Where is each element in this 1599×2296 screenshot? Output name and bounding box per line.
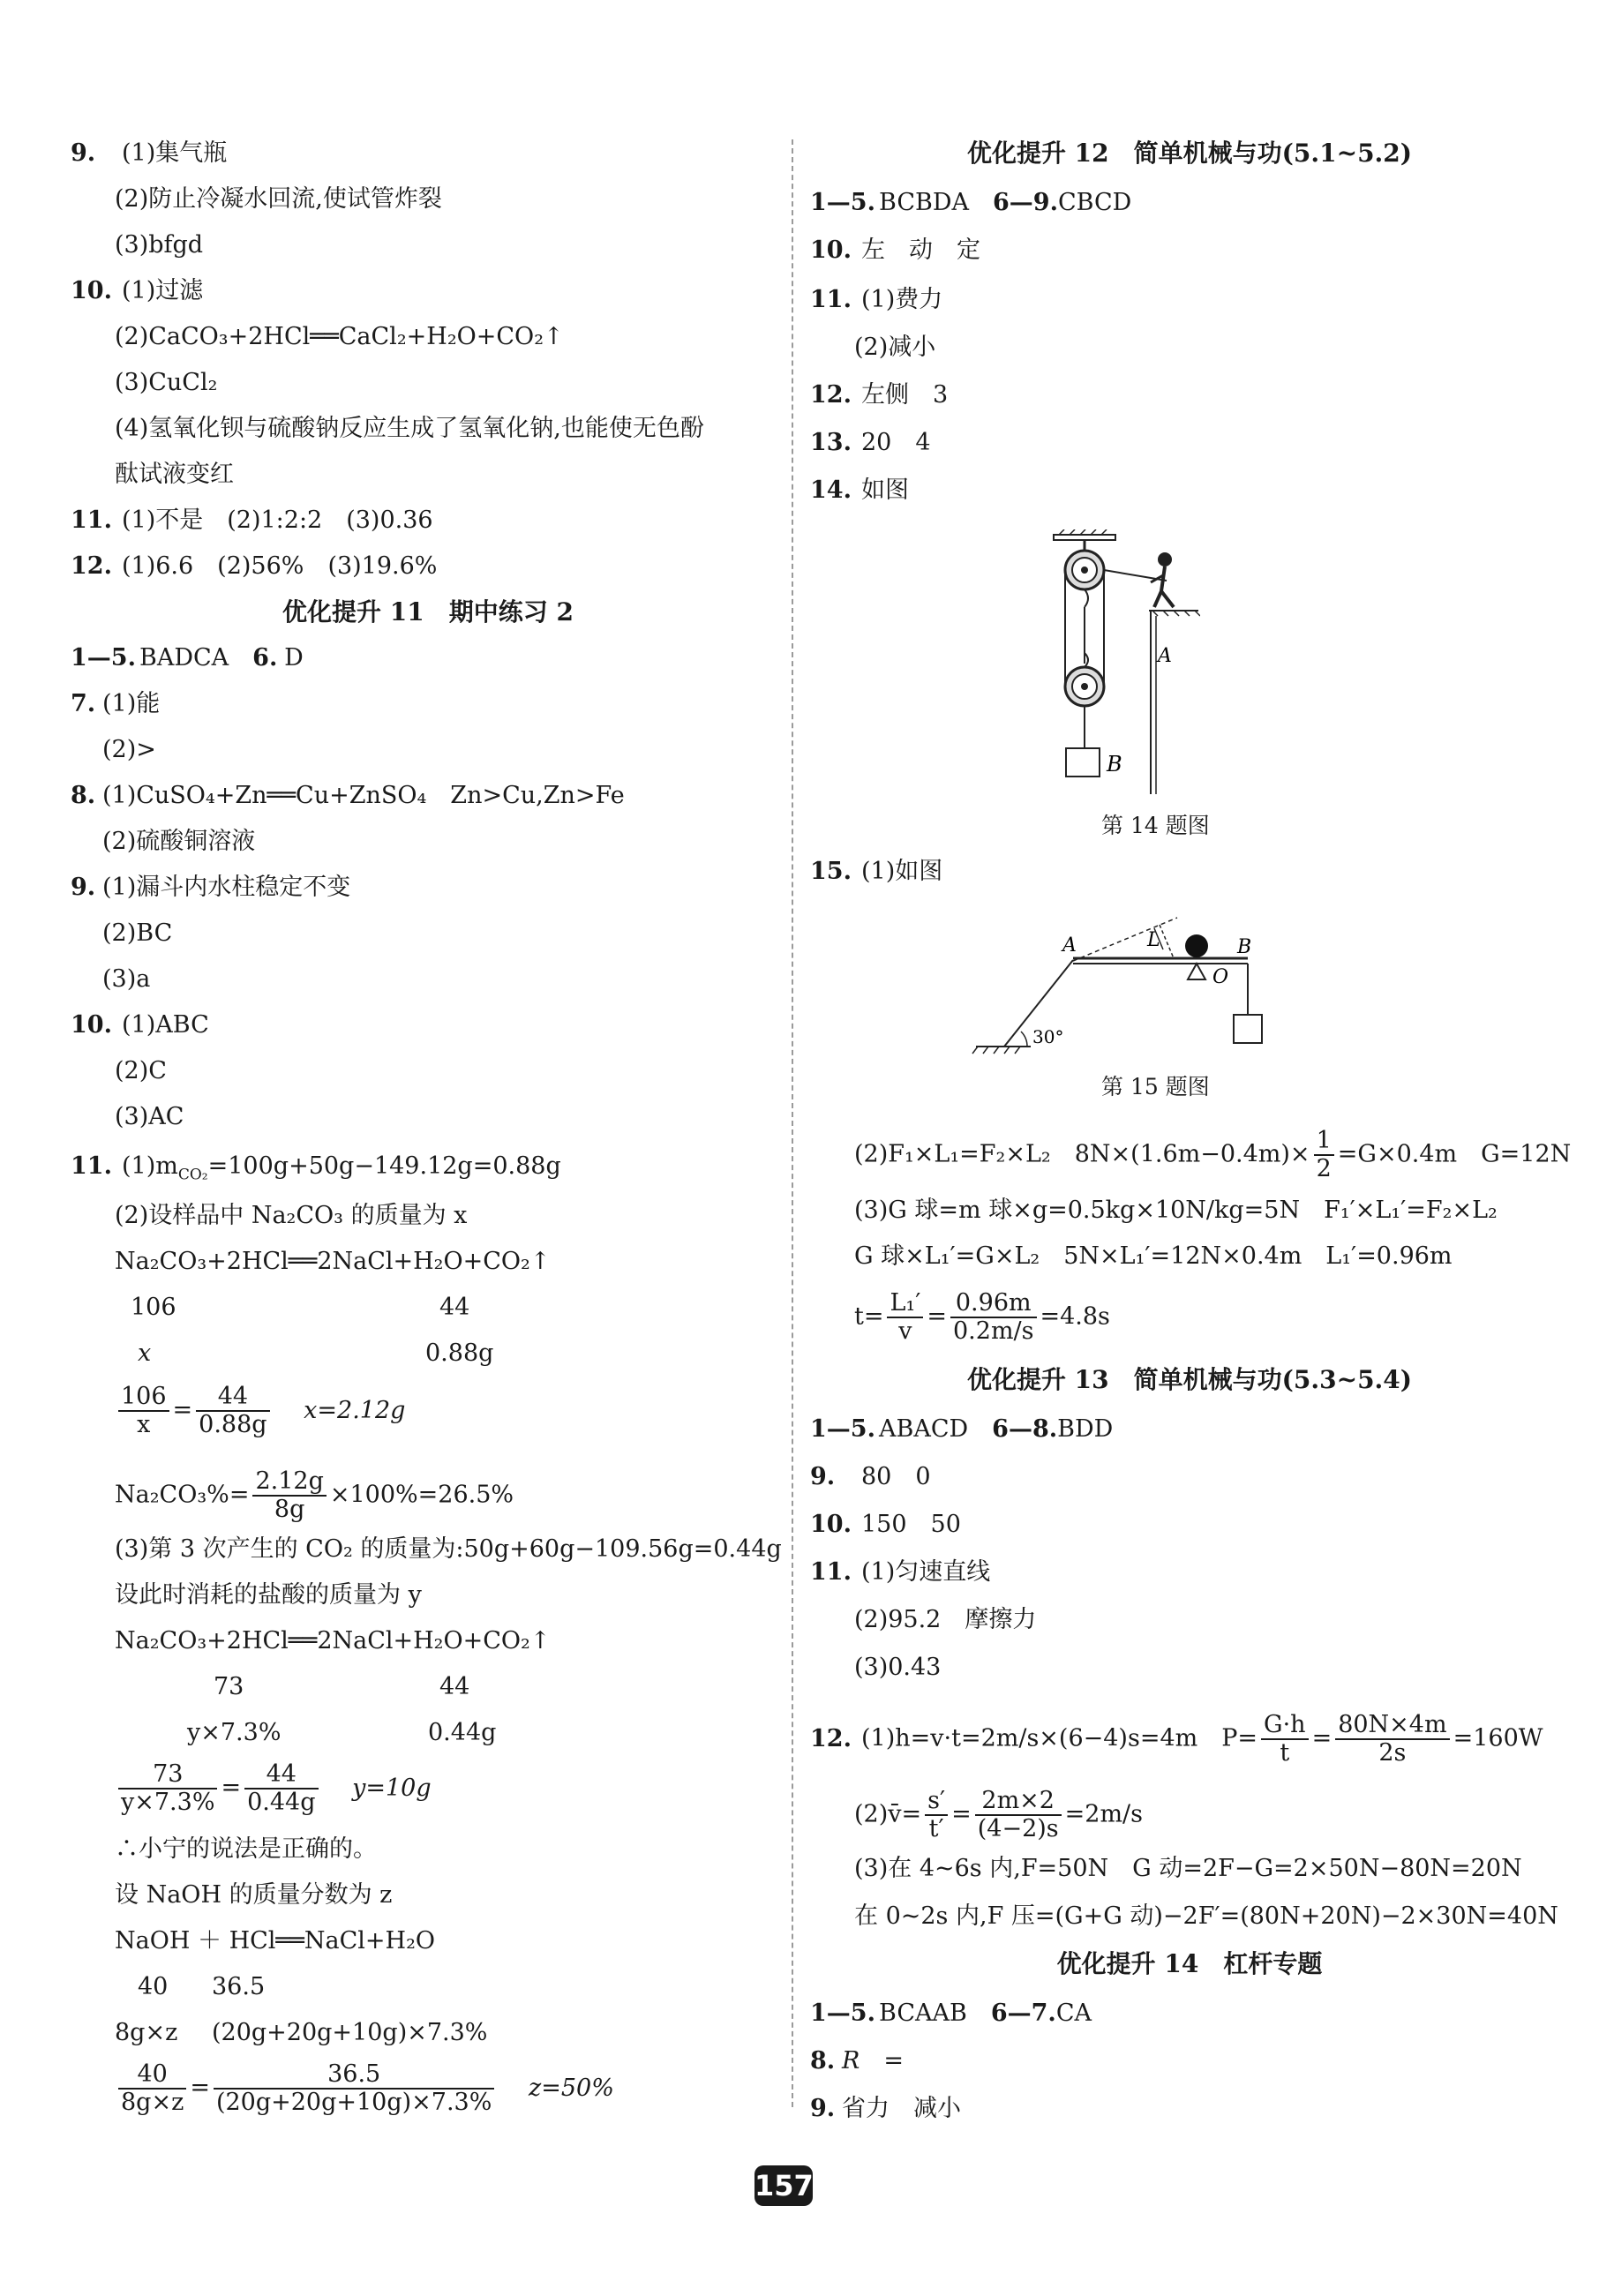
figure-15-caption: 第 15 题图 xyxy=(1101,1074,1210,1099)
answer-line: ∴小宁的说法是正确的。 xyxy=(115,1835,377,1863)
stoich-value: 73 xyxy=(214,1673,244,1700)
answer-line: (3)第 3 次产生的 CO₂ 的质量为:50g+60g−109.56g=0.44g xyxy=(115,1535,782,1563)
answer-7: 7. (1)能 xyxy=(71,690,161,717)
answer-11: 11. (1)不是 (2)1:2:2 (3)0.36 xyxy=(71,506,433,534)
answer-9: 9. (1)集气瓶 xyxy=(71,139,228,167)
answer-14: 14. 如图 xyxy=(810,476,909,504)
stoich-value: 106 xyxy=(131,1294,176,1321)
label-l: L xyxy=(1147,929,1160,951)
answer-8: 8. R = xyxy=(810,2047,904,2075)
answer-line: (2)> xyxy=(102,736,156,763)
answer-line: (3)0.43 xyxy=(854,1654,942,1681)
answer-line: (2)C xyxy=(115,1057,167,1084)
page-number: 157 xyxy=(754,2165,813,2206)
answer-9c: 9. 省力 减小 xyxy=(810,2095,961,2122)
answer-12: 12. (1)6.6 (2)56% (3)19.6% xyxy=(71,552,438,580)
label-b: B xyxy=(1237,936,1252,958)
answer-10: 10. 左 动 定 xyxy=(810,236,980,264)
stoich-value: (20g+20g+10g)×7.3% xyxy=(212,2019,488,2046)
answer-line: (3)CuCl₂ xyxy=(115,369,218,396)
column-divider xyxy=(792,139,793,2107)
formula-line: G 球×L₁′=G×L₂ 5N×L₁′=12N×0.4m L₁′=0.96m xyxy=(854,1242,1453,1270)
label-o: O xyxy=(1212,966,1229,988)
stoich-value: 44 xyxy=(439,1294,470,1321)
answer-15: 15. (1)如图 xyxy=(810,858,943,885)
answer-8: 8. (1)CuSO₄+Zn══Cu+ZnSO₄ Zn>Cu,Zn>Fe xyxy=(71,782,625,809)
section-heading-14: 优化提升 14 杠杆专题 xyxy=(1056,1949,1323,1978)
answer-line: (2)95.2 摩擦力 xyxy=(854,1606,1037,1633)
label-a: A xyxy=(1062,934,1077,957)
percentage: Na₂CO₃%= $\frac{2.12g}{8g}$ ×100%=26.5% xyxy=(115,1467,514,1523)
answer-line: (4)氢氧化钡与硫酸钠反应生成了氢氧化钠,也能使无色酚 xyxy=(115,415,704,442)
equation: Na₂CO₃+2HCl══2NaCl+H₂O+CO₂↑ xyxy=(115,1248,551,1275)
answer-10: 10. (1)过滤 xyxy=(71,277,204,304)
answer-line: (3)AC xyxy=(115,1103,184,1130)
section-heading-12: 优化提升 12 简单机械与功(5.1~5.2) xyxy=(966,139,1413,168)
stoich-value: 0.88g xyxy=(425,1339,494,1367)
answer-line: (2)硫酸铜溶液 xyxy=(102,828,256,855)
answer-line: 酞试液变红 xyxy=(115,461,234,488)
answer-line: (2)设样品中 Na₂CO₃ 的质量为 x xyxy=(115,1202,468,1229)
formula-line: (2)F₁×L₁=F₂×L₂ 8N×(1.6m−0.4m)× $\frac{1}{2}$ =G×0.4m G=12N xyxy=(854,1127,1572,1182)
answer-1-7: 1—5. BCAAB 6—7.CA xyxy=(810,2000,1092,2027)
answer-1-6: 1—5. BADCA 6. D xyxy=(71,644,304,672)
proportion: $\frac{73}{y\times 7.3\%}$ = $\frac{44}{0.44g}$ y=10g xyxy=(115,1761,432,1816)
formula-line: t= $\frac{\text{L₁′}}{v}$ = $\frac{0.96m}{0.2m/s}$ =4.8s xyxy=(854,1289,1110,1345)
answer-12: 12. 左侧 3 xyxy=(810,381,949,409)
stoich-value: 0.44g xyxy=(428,1719,497,1746)
pulley-diagram xyxy=(1050,529,1200,794)
answer-line: (2)防止冷凝水回流,使试管炸裂 xyxy=(115,185,442,213)
stoich-value: x xyxy=(138,1339,152,1367)
answer-line: (3)bfgd xyxy=(115,231,204,259)
answer-line: (2)BC xyxy=(102,919,173,947)
stoich-value: 44 xyxy=(439,1673,470,1700)
angle-label: 30° xyxy=(1032,1026,1064,1047)
stoich-value: 40 xyxy=(138,1973,169,2000)
section-heading-11: 优化提升 11 期中练习 2 xyxy=(282,597,574,627)
answer-line: 设 NaOH 的质量分数为 z xyxy=(115,1881,393,1909)
figure-14-caption: 第 14 题图 xyxy=(1101,813,1210,838)
answer-12b: 12. (1)h=v·t=2m/s×(6−4)s=4m P= $\frac{G\cdot h}{t}$ = $\frac{80N\times 4m}{2s}$ =160W xyxy=(810,1711,1543,1767)
section-heading-13: 优化提升 13 简单机械与功(5.3~5.4) xyxy=(966,1365,1413,1394)
formula-line: (2)v̄= $\frac{s'}{t'}$ = $\frac{2m\times 2}{(4-2)s}$ =2m/s xyxy=(854,1787,1144,1842)
stoich-value: 8g×z xyxy=(115,2019,178,2046)
answer-10b: 10. (1)ABC xyxy=(71,1011,209,1039)
formula-line: (3)在 4~6s 内,F=50N G 动=2F−G=2×50N−80N=20N xyxy=(854,1855,1522,1882)
label-a: A xyxy=(1158,645,1172,667)
answer-10: 10. 150 50 xyxy=(810,1511,961,1538)
answer-9: 9. 80 0 xyxy=(810,1463,931,1490)
formula-line: (3)G 球=m 球×g=0.5kg×10N/kg=5N F₁′×L₁′=F₂×L₂ xyxy=(854,1197,1498,1224)
answer-line: (2)CaCO₃+2HCl══CaCl₂+H₂O+CO₂↑ xyxy=(115,323,564,350)
answer-11b: 11. $(1)m_{CO_2}=100g+50g-149.12g=0.88g$ xyxy=(71,1152,561,1184)
answer-13: 13. 20 4 xyxy=(810,429,931,456)
answer-11: 11. (1)费力 xyxy=(810,286,943,313)
stoich-value: y×7.3% xyxy=(187,1719,282,1746)
formula-line: 在 0~2s 内,F 压=(G+G 动)−2F′=(80N+20N)−2×30N=40N xyxy=(854,1902,1558,1930)
answer-9b: 9. (1)漏斗内水柱稳定不变 xyxy=(71,874,351,901)
answer-line: (2)减小 xyxy=(854,334,936,361)
stoich-value: 36.5 xyxy=(212,1973,266,2000)
answer-11: 11. (1)匀速直线 xyxy=(810,1558,991,1586)
label-b: B xyxy=(1107,752,1122,777)
answer-1-9: 1—5. BCBDA 6—9.CBCD xyxy=(810,189,1132,216)
answer-1-8: 1—5. ABACD 6—8.BDD xyxy=(810,1415,1114,1443)
equation: NaOH ＋ HCl══NaCl+H₂O xyxy=(115,1927,436,1955)
answer-line: (3)a xyxy=(102,965,151,993)
proportion: $\frac{40}{8g\times z}$ = $\frac{36.5}{(20g+20g+10g)\times 7.3\%}$ z=50% xyxy=(115,2061,614,2116)
proportion: $\frac{106}{x}$ = $\frac{44}{0.88g}$ x=2.12g xyxy=(115,1384,405,1438)
answer-line: 设此时消耗的盐酸的质量为 y xyxy=(115,1581,422,1609)
equation: Na₂CO₃+2HCl══2NaCl+H₂O+CO₂↑ xyxy=(115,1627,551,1654)
lever-diagram xyxy=(969,912,1278,1062)
